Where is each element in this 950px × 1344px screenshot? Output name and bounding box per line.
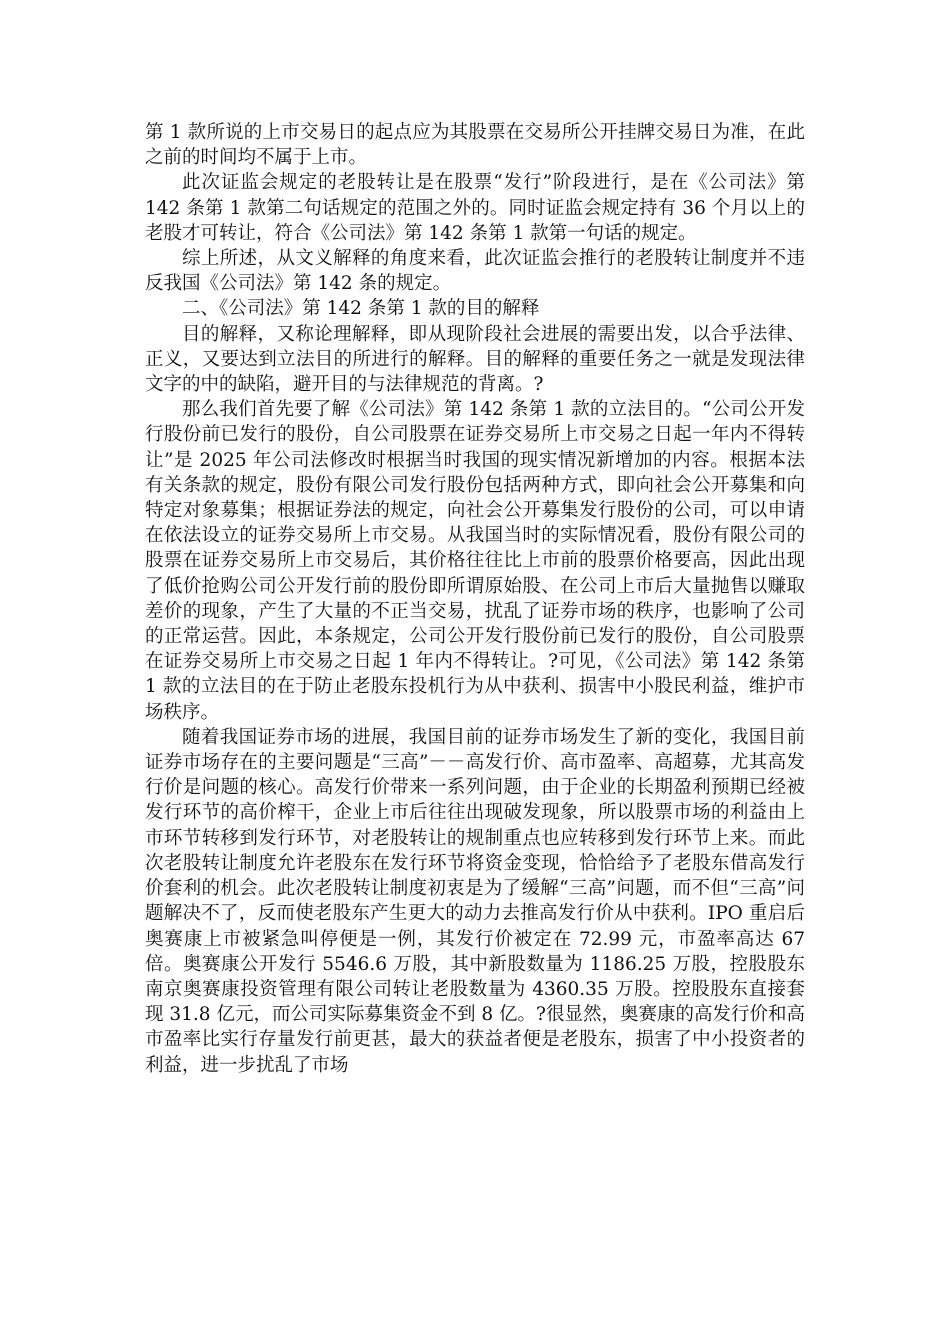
- paragraph-5: 那么我们首先要了解《公司法》第 142 条第 1 款的立法目的。“公司公开发行股份前已发行的股份，自公司股票在证券交易所上市交易之日起一年内不得转让”是 2025 年公司法修改时根据当时我国的现实情况新增加的内容。根据本法有关条款的规定，股份有限公司发行股份包括两种方式，即向社会公开募集和向特定对象募集；根据证券法的规定，向社会公开募集发行股份的公司，可以申请在依法设立的证券交易所上市交易。从我国当时的实际情况看，股份有限公司的股票在证券交易所上市交易后，其价格往往比上市前的股票价格要高，因此出现了低价抢购公司公开发行前的股份即所谓原始股、在公司上市后大量抛售以赚取差价的现象，产生了大量的不正当交易，扰乱了证券市场的秩序，也影响了公司的正常运营。因此，本条规定，公司公开发行股份前已发行的股份，自公司股票在证券交易所上市交易之日起 1 年内不得转让。?可见，《公司法》第 142 条第 1 款的立法目的在于防止老股东投机行为从中获利、损害中小股民利益，维护市场秩序。: [145, 399, 805, 723]
- paragraph-3: 综上所述，从文义解释的角度来看，此次证监会推行的老股转让制度并不违反我国《公司法》第 142 条的规定。: [145, 248, 805, 295]
- paragraph-1: 第 1 款所说的上市交易日的起点应为其股票在交易所公开挂牌交易日为准，在此之前的时间均不属于上市。: [145, 122, 805, 169]
- section-heading: 二、《公司法》第 142 条第 1 款的目的解释: [182, 298, 540, 320]
- paragraph-4: 目的解释，又称论理解释，即从现阶段社会进展的需要出发，以合乎法律、正义，又要达到立法目的所进行的解释。目的解释的重要任务之一就是发现法律文字的中的缺陷，避开目的与法律规范的背离。?: [145, 323, 805, 396]
- paragraph-2: 此次证监会规定的老股转让是在股票“发行”阶段进行，是在《公司法》第 142 条第 1 款第二句话规定的范围之外的。同时证监会规定持有 36 个月以上的老股才可转让，符合《公司法》第 142 条第 1 款第一句话的规定。: [145, 172, 805, 244]
- paragraph-6: 随着我国证券市场的进展，我国目前的证券市场发生了新的变化，我国目前证券市场存在的主要问题是“三高”－－高发行价、高市盈率、高超募，尤其高发行价是问题的核心。高发行价带来一系列问题，由于企业的长期盈利预期已经被发行环节的高价榨干，企业上市后往往出现破发现象，所以股票市场的利益由上市环节转移到发行环节，对老股转让的规制重点也应转移到发行环节上来。而此次老股转让制度允许老股东在发行环节将资金变现，恰恰给予了老股东借高发行价套利的机会。此次老股转让制度初衷是为了缓解“三高”问题，而不但“三高”问题解决不了，反而使老股东产生更大的动力去推高发行价从中获利。IPO 重启后奥赛康上市被紧急叫停便是一例，其发行价被定在 72.99 元，市盈率高达 67 倍。奥赛康公开发行 5546.6 万股，其中新股数量为 1186.25 万股，控股股东南京奥赛康投资管理有限公司转让老股数量为 4360.35 万股。控股股东直接套现 31.8 亿元，而公司实际募集资金不到 8 亿。?很显然，奥赛康的高发行价和高市盈率比实行存量发行前更甚，最大的获益者便是老股东，损害了中小投资者的利益，进一步扰乱了市场: [145, 726, 805, 1076]
- document-body: [145, 120, 805, 1078]
